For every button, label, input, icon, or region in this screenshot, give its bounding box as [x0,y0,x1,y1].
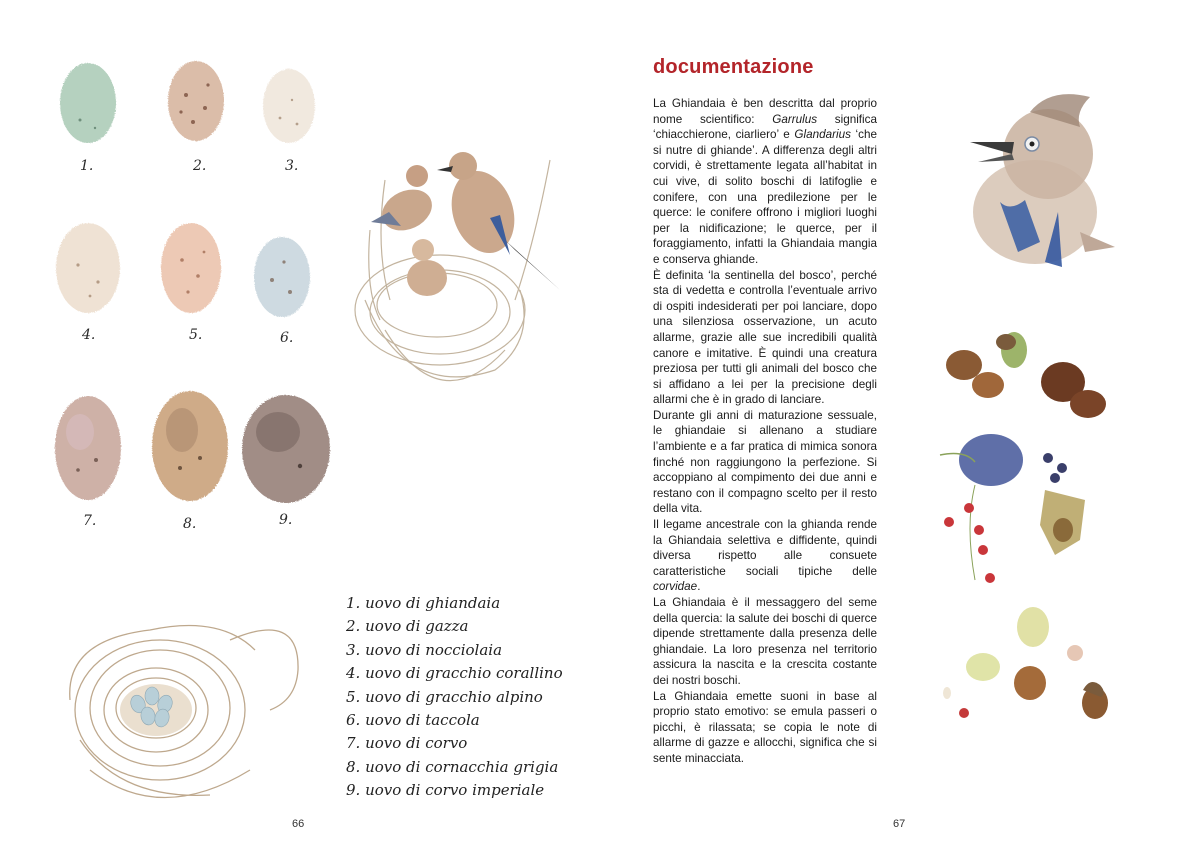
legend-item: 1. uovo di ghiandaia [346,594,501,612]
legend-item: 6. uovo di taccola [346,710,480,729]
egg-label-2: 2. [193,158,207,174]
eggs-illustration [40,45,340,505]
egg-7 [55,396,121,500]
egg-6 [254,237,310,317]
egg-label-4: 4. [82,327,96,343]
acorns-chestnuts-illustration [938,322,1113,422]
egg-legend [346,592,576,803]
seeds-berries-illustration [935,605,1115,730]
paragraph-3: Durante gli anni di maturazione sessuale, le ghiandaie si allenano a studiare l’ambiente e a far pratica di mimica sonora finché non raggiungono la perfezione. Si accoppiano al compimento dei due anni e restano con il compagno scelto per il resto della vita. [653,408,877,516]
legend-item: 2. uovo di gazza [346,617,469,636]
egg-5 [161,223,221,313]
egg-label-3: 3. [285,158,299,174]
paragraph-5: La Ghiandaia è il messaggero del seme della quercia: la salute dei boschi di querce dipende strettamente dalla presenza delle ghiandaie. La loro presenza nel territorio assicura la nascita e la crescita costante dei nostri boschi. [653,596,877,687]
nest-with-eggs-illustration [60,600,305,815]
paragraph-2: È definita ‘la sentinella del bosco’, perché sta di vedetta e controlla l’eventuale arrivo di ospiti indesiderati per poi lanciare, dopo una silenziosa osservazione, un acuto allarme, grazie alle sue incredibili qualità canore e imitative. È quindi una creatura preziosa per tutti gli animali del bosco che si affidano a lei per la precisione degli allarmi che è in grado di lanciare. [653,268,877,407]
egg-1 [60,63,116,143]
paragraph-6: La Ghiandaia emette suoni in base al proprio stato emotivo: se emula passeri o picchi, è rilassata; se copia le note di allarme di gazze e allocchi, significa che si sente minacciata. [653,689,877,765]
jay-portrait-illustration [940,82,1125,277]
egg-label-6: 6. [280,330,294,346]
egg-8 [152,391,228,501]
jay-adult [437,152,560,290]
egg-4 [56,223,120,313]
legend-item: 7. uovo di corvo [346,734,468,753]
legend-item: 8. uovo di cornacchia grigia [346,757,559,776]
jay-nest-illustration [345,100,570,420]
paragraph-4: Il legame ancestrale con la ghianda rende la Ghiandaia selettiva e diffidente, quindi diversa rispetto alle consuete caratteristiche sociali tipiche delle corvidae. [653,518,877,594]
egg-label-8: 8. [183,516,197,532]
body-text [653,96,877,767]
legend-item: 4. uovo di gracchio corallino [346,664,563,683]
egg-9 [242,395,330,503]
egg-label-7: 7. [83,513,97,529]
legend-item: 9. uovo di corvo imperiale [346,781,545,800]
page-number-left: 66 [292,818,305,830]
egg-3 [263,69,315,143]
jay-chick [407,239,447,296]
legend-item: 5. uovo di gracchio alpino [346,687,543,706]
section-title: documentazione [653,56,814,78]
egg-label-9: 9. [279,512,293,528]
egg-2 [168,61,224,141]
fruits-berries-illustration [935,430,1110,590]
page-number-right: 67 [893,818,906,830]
legend-item: 3. uovo di nocciolaia [346,640,503,659]
paragraph-1: La Ghiandaia è ben descritta dal proprio nome scientifico: Garrulus significa ‘chiacchierone, ciarliero’ e Glandarius ‘che si nutre di ghiande’. A differenza degli altri corvidi, è strettamente legata all’habitat in cui vive, di solito boschi di latifoglie e conifere, con una predilezione per le querce: le conifere offrono i migliori luoghi per la nidificazione; le querce, per il foraggiamento, infatti la Ghiandaia mangia e conserva ghiande. [653,97,877,266]
egg-label-1: 1. [80,158,94,174]
egg-label-5: 5. [189,327,203,343]
